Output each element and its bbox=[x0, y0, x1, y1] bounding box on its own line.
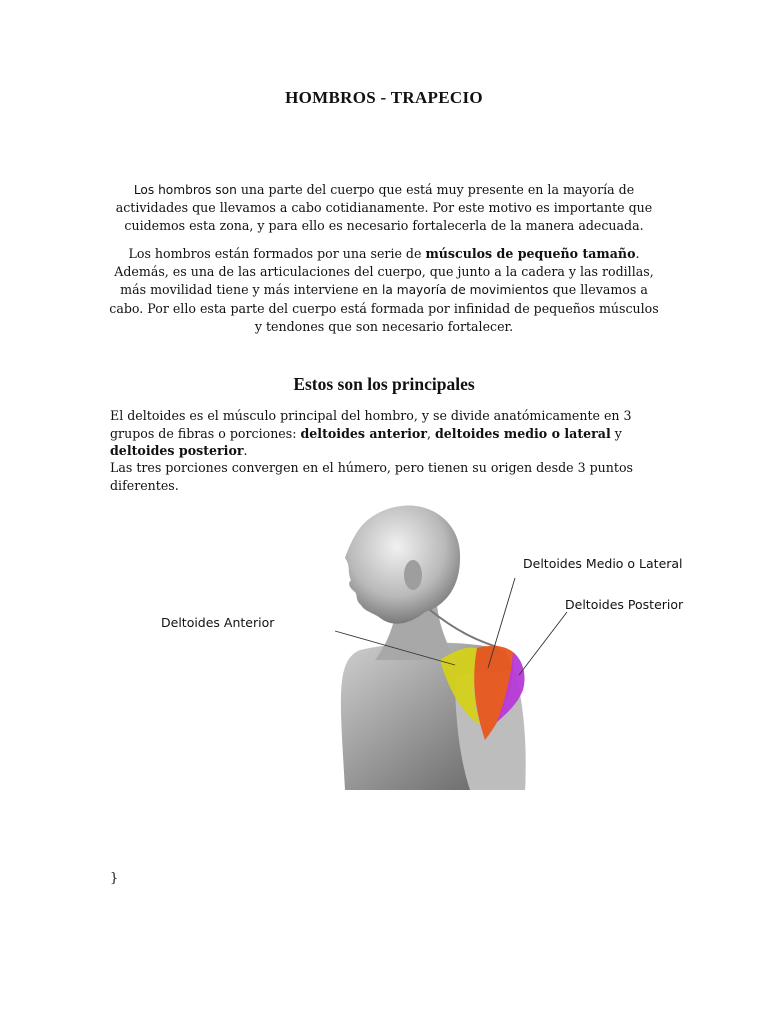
body-paragraph-2: Las tres porciones convergen en el húmero, pero tienen su origen desde 3 puntos diferentes. bbox=[110, 460, 634, 493]
intro2-bold-a: músculos de pequeño tamaño bbox=[425, 246, 636, 261]
intro-paragraph-2 bbox=[108, 245, 660, 336]
anatomy-illustration bbox=[155, 500, 700, 790]
intro2-text-a: Los hombros están formados por una serie de bbox=[128, 246, 426, 261]
section-heading: Estos son los principales bbox=[293, 374, 475, 394]
stray-brace: } bbox=[110, 871, 119, 886]
intro-paragraph-1 bbox=[108, 181, 660, 236]
head-shape bbox=[345, 506, 460, 624]
body1-sep-1: , bbox=[426, 425, 435, 441]
label-deltoides-anterior: Deltoides Anterior bbox=[161, 615, 275, 630]
body1-bold-medio: deltoides medio o lateral bbox=[434, 425, 611, 441]
intro2-bold-b: la mayoría de movimientos bbox=[381, 283, 549, 298]
body1-end: . bbox=[243, 443, 248, 458]
intro-text: una parte del cuerpo que está muy presente en la mayoría de actividades que llevamos a cabo cotidianamente. Por este motivo es importante que cuidemos esta zona, y para ello es necesario fortalecerla de la manera adecuada. bbox=[115, 182, 653, 234]
body1-bold-posterior: deltoides posterior bbox=[110, 443, 244, 458]
body1-bold-anterior: deltoides anterior bbox=[300, 425, 427, 441]
ear-shape bbox=[404, 560, 422, 590]
page-title: HOMBROS - TRAPECIO bbox=[285, 88, 483, 107]
body1-text-a: El deltoides es el músculo principal del hombro, y se divide anatómicamente en 3 grupos de fibras o porciones: bbox=[110, 408, 632, 441]
intro2-text-b: . Además, es una de las articulaciones del cuerpo, que junto a la cadera y las rodillas, más movilidad tiene y más interviene en bbox=[114, 246, 654, 298]
deltoid-figure bbox=[155, 500, 700, 790]
body1-sep-2: y bbox=[610, 425, 622, 441]
intro-lead-bold: Los hombros son bbox=[133, 183, 237, 197]
intro2-text-c: que llevamos a cabo. Por ello esta parte del cuerpo está formada por infinidad de pequeños músculos y tendones que son necesario fortalecer. bbox=[109, 282, 659, 334]
body-paragraph-1 bbox=[110, 407, 658, 460]
label-deltoides-posterior: Deltoides Posterior bbox=[565, 597, 684, 612]
label-deltoides-medio: Deltoides Medio o Lateral bbox=[523, 556, 683, 571]
